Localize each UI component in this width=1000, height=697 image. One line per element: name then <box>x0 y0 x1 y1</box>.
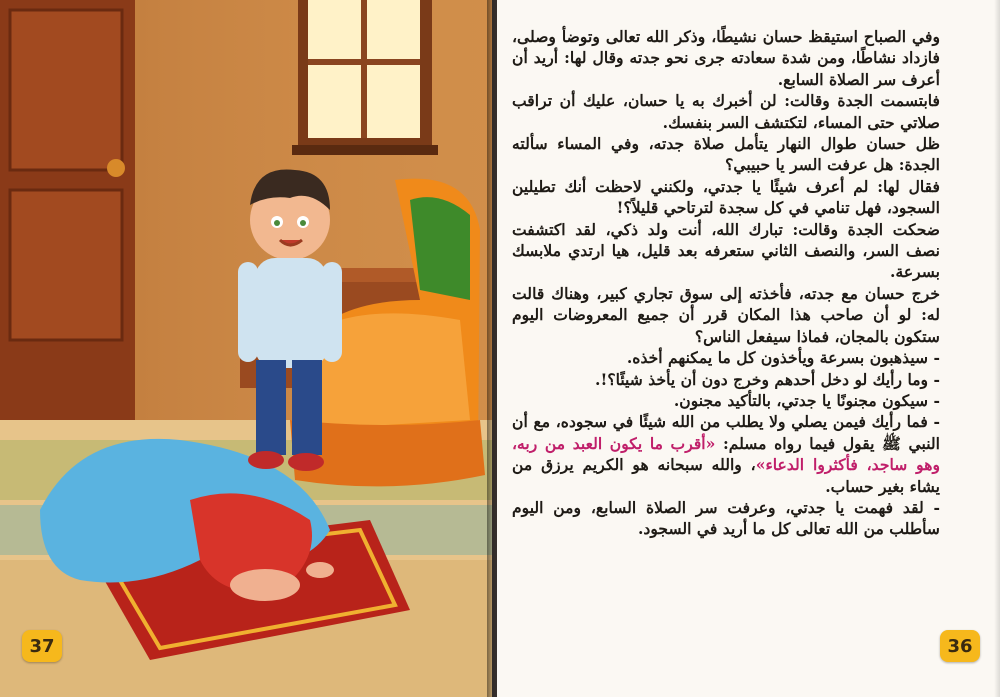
story-text <box>512 26 940 540</box>
page-edge <box>994 0 1000 697</box>
paragraph: ظل حسان طوال النهار يتأمل صلاة جدته، وفي المساء سألته الجدة: هل عرفت السر يا حبيبي؟ <box>512 134 940 175</box>
dialogue-line: - وما رأيك لو دخل أحدهم وخرج دون أن يأخذ شيئًا؟!. <box>595 369 940 389</box>
paragraph: فابتسمت الجدة وقالت: لن أخبرك به يا حسان، عليك أن تراقب صلاتي حتى المساء، لتكتشف السر بنفسك. <box>512 91 940 132</box>
page-number-left: 37 <box>22 630 62 662</box>
paragraph: ضحكت الجدة وقالت: تبارك الله، أنت ولد ذكي، لقد اكتشفت نصف السر، والنصف الثاني ستعرفه بعد قليل، هيا ارتدي ملابسك بسرعة. <box>512 219 940 282</box>
paragraph: فقال لها: لم أعرف شيئًا يا جدتي، ولكنني لاحظت أنك تطيلين السجود، فهل تنامي في كل سجدة لترتاحي قليلاً؟! <box>512 176 940 218</box>
dialogue-line: - لقد فهمت يا جدتي، وعرفت سر الصلاة السابع، ومن اليوم سأطلب من الله تعالى كل ما أريد في السجود. <box>512 497 940 539</box>
dialogue-line: - سيكون مجنونًا يا جدتي، بالتأكيد مجنون. <box>673 390 940 410</box>
dialogue-line: - فما رأيك فيمن يصلي ولا يطلب من الله شيئًا في سجوده، مع أن النبي ﷺ يقول فيما رواه مسلم: «أقرب ما يكون العبد من ربه، وهو ساجد، فأكثروا الدعاء»، والله سبحانه هو الكريم يرزق من يشاء بغير حساب. <box>512 412 940 496</box>
paragraph: خرج حسان مع جدته، فأخذته إلى سوق تجاري كبير، وهناك قالت له: لو أن صاحب هذا المكان قرر أن جميع المعروضات اليوم ستكون بالمجان، فماذا سيفعل الناس؟ <box>512 283 940 346</box>
hadith-quote: «أقرب ما يكون العبد من ربه، وهو ساجد، فأكثروا الدعاء» <box>512 433 940 475</box>
dialogue-line: - سيذهبون بسرعة ويأخذون كل ما يمكنهم أخذه. <box>626 348 940 368</box>
illustration-page <box>0 0 492 697</box>
story-illustration <box>0 0 492 697</box>
page-number-right: 36 <box>940 630 980 662</box>
paragraph: وفي الصباح استيقظ حسان نشيطًا، وذكر الله تعالى وتوضأ وصلى، فازداد نشاطًا، ومن شدة سعادته جرى نحو جدته وقال لها: أريد أن أعرف سر الصلاة السابع. <box>512 27 940 89</box>
